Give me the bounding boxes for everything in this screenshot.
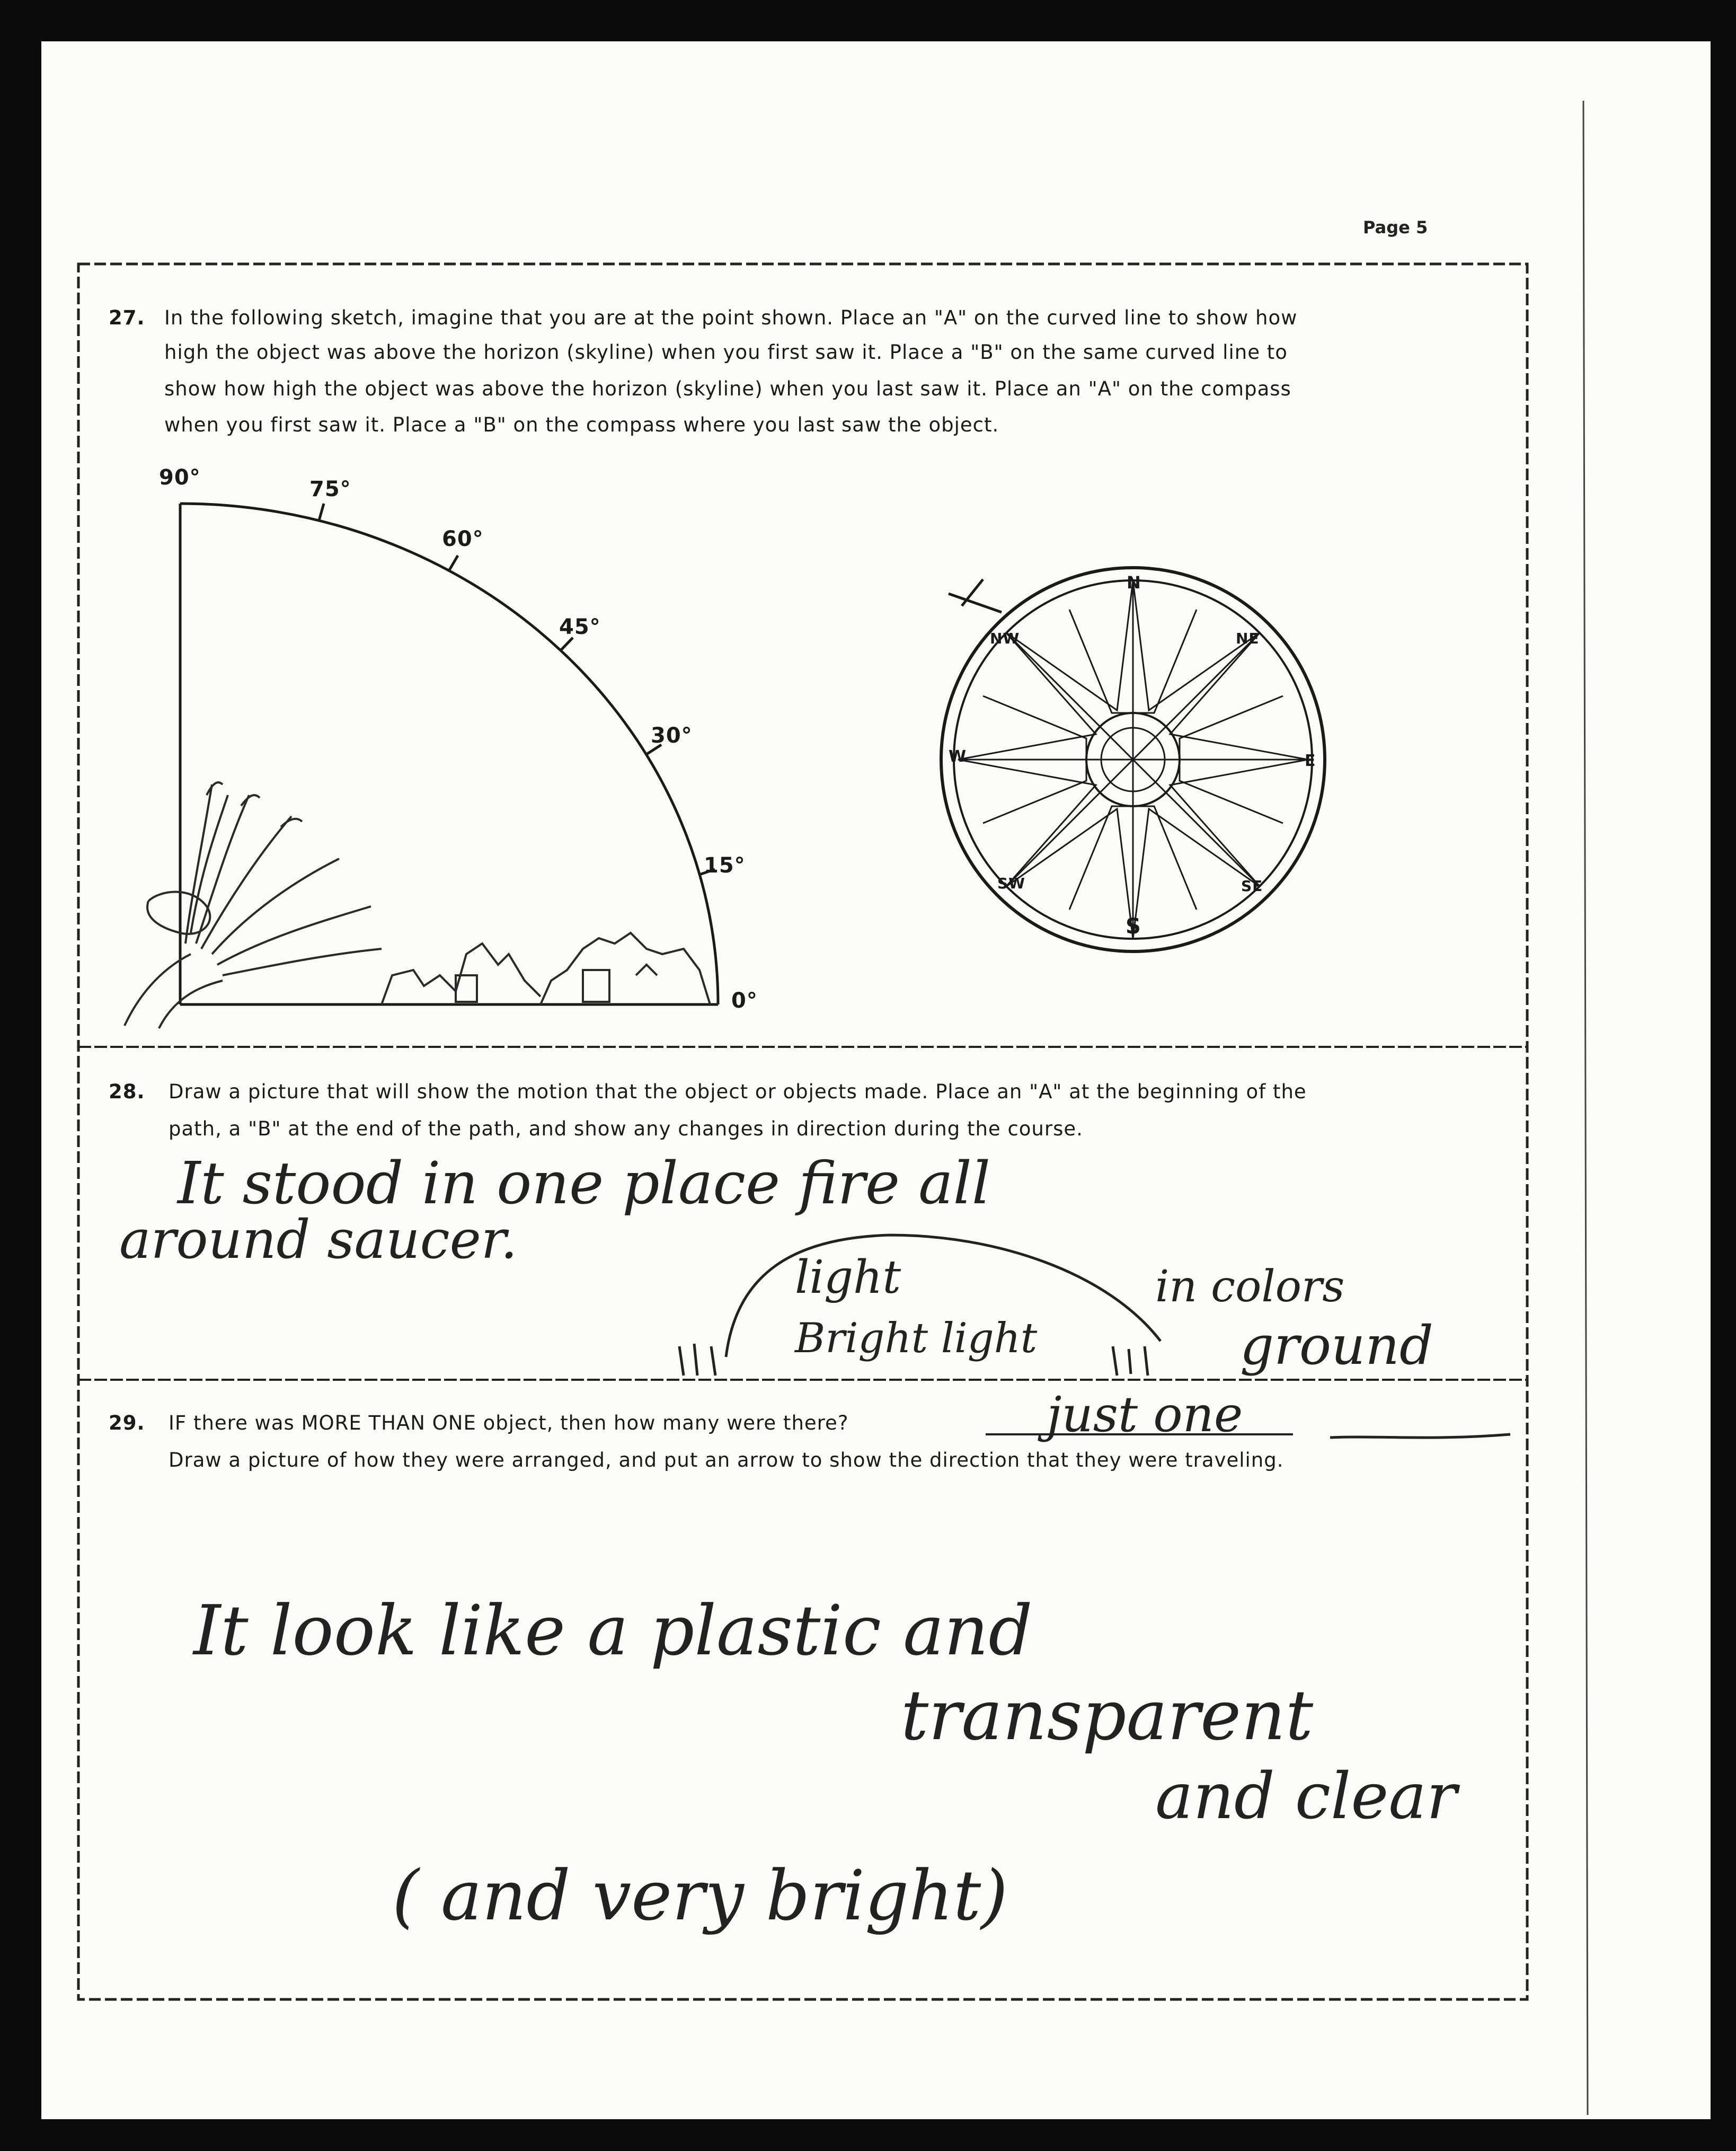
q27-line-1: In the following sketch, imagine that you are at the point shown. Place an "A" on the curved line to show how <box>164 306 1298 329</box>
q28-handwriting-line-2: around saucer. <box>119 1209 518 1271</box>
q27-line-4: when you first saw it. Place a "B" on the compass where you last saw the object. <box>164 413 999 436</box>
angle-0-label: 0° <box>731 989 758 1013</box>
page-number: Page 5 <box>1363 217 1428 237</box>
compass-nw-label: NW <box>990 630 1020 647</box>
q29-line-1: IF there was MORE THAN ONE object, then how many were there? <box>169 1412 849 1434</box>
compass-e-label: E <box>1305 752 1316 770</box>
angle-90-label: 90° <box>159 465 201 490</box>
q29-handwriting-line-1: It look like a plastic and <box>193 1590 1033 1671</box>
angle-60-label: 60° <box>442 527 484 551</box>
q28-handwriting-ground: ground <box>1240 1315 1433 1377</box>
compass-se-label: SE <box>1241 877 1263 895</box>
q28-line-1: Draw a picture that will show the motion that the object or objects made. Place an "A" at the beginning of the <box>169 1080 1307 1103</box>
q28-handwriting-colors: in colors <box>1155 1262 1345 1312</box>
compass-w-label: W <box>949 747 967 766</box>
angle-30-label: 30° <box>651 724 693 748</box>
q29-number: 29. <box>109 1412 145 1434</box>
q29-handwriting-line-2: transparent <box>901 1675 1314 1756</box>
angle-45-label: 45° <box>559 615 601 639</box>
q29-answer: just one <box>1047 1386 1243 1443</box>
q28-handwriting-light: light <box>795 1251 901 1304</box>
compass-n-label: N <box>1127 572 1141 593</box>
q29-line-2: Draw a picture of how they were arranged, and put an arrow to show the direction that they were traveling. <box>169 1449 1284 1471</box>
q27-number: 27. <box>109 306 145 329</box>
compass-ne-label: NE <box>1236 630 1260 647</box>
q28-handwriting-bright-light: Bright light <box>795 1315 1038 1362</box>
q29-handwriting-line-4: ( and very bright) <box>392 1855 1008 1936</box>
q28-line-2: path, a "B" at the end of the path, and show any changes in direction during the course. <box>169 1117 1083 1140</box>
q27-line-2: high the object was above the horizon (skyline) when you first saw it. Place a "B" on the same curved line to <box>164 341 1288 364</box>
angle-15-label: 15° <box>704 853 746 878</box>
q28-handwriting-line-1: It stood in one place fire all <box>178 1149 991 1217</box>
compass-s-label: S <box>1126 914 1141 939</box>
compass-sw-label: SW <box>997 875 1026 892</box>
q29-handwriting-line-3: and clear <box>1155 1760 1457 1833</box>
q28-number: 28. <box>109 1080 145 1103</box>
angle-75-label: 75° <box>309 477 351 501</box>
q27-line-3: show how high the object was above the horizon (skyline) when you last saw it. Place an "A" on the compass <box>164 377 1291 400</box>
